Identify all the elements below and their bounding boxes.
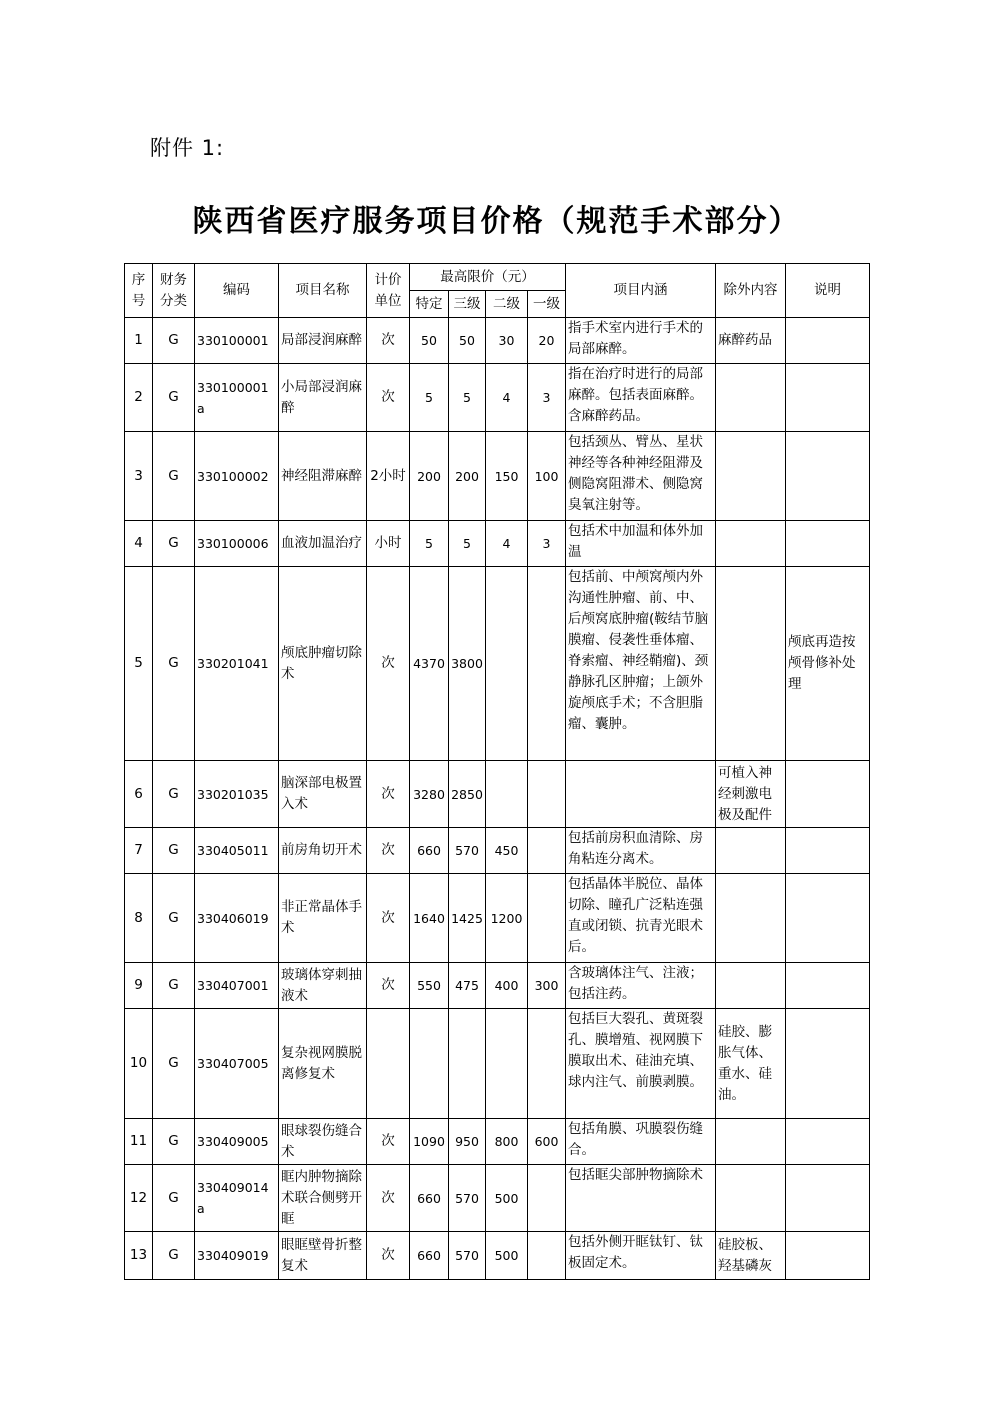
- cell-code: 330201041: [195, 567, 279, 761]
- cell-price-level3: 475: [449, 963, 486, 1009]
- cell-content: 包括术中加温和体外加温: [566, 521, 716, 567]
- cell-content: 含玻璃体注气、注液；包括注药。: [566, 963, 716, 1009]
- cell-unit: 次: [367, 1232, 410, 1280]
- table-row: [125, 567, 870, 761]
- cell-unit: 次: [367, 1119, 410, 1165]
- cell-code: 330100002: [195, 432, 279, 521]
- cell-seq: 9: [125, 963, 153, 1009]
- cell-fin-category: G: [153, 1165, 195, 1232]
- cell-unit: 2小时: [367, 432, 410, 521]
- cell-price-level3: 3800: [449, 567, 486, 761]
- cell-code: 330407001: [195, 963, 279, 1009]
- cell-item-name: 血液加温治疗: [279, 521, 367, 567]
- cell-fin-category: G: [153, 432, 195, 521]
- cell-price-level1: 3: [528, 364, 566, 432]
- cell-price-level2: 450: [486, 828, 528, 874]
- cell-fin-category: G: [153, 1009, 195, 1119]
- cell-price-special: 660: [410, 1232, 449, 1280]
- header-level2: 二级: [486, 291, 528, 318]
- cell-price-level1: [528, 874, 566, 963]
- cell-code: 330201035: [195, 761, 279, 828]
- cell-item-name: 局部浸润麻醉: [279, 318, 367, 364]
- cell-excluded: [716, 828, 786, 874]
- cell-code: 330405011: [195, 828, 279, 874]
- cell-content: 包括眶尖部肿物摘除术: [566, 1165, 716, 1232]
- cell-code: 330100001: [195, 318, 279, 364]
- cell-seq: 13: [125, 1232, 153, 1280]
- cell-content: 包括前房积血清除、房角粘连分离术。: [566, 828, 716, 874]
- cell-price-level2: [486, 1009, 528, 1119]
- table-row: [125, 521, 870, 567]
- cell-item-name: 颅底肿瘤切除术: [279, 567, 367, 761]
- cell-price-level2: 1200: [486, 874, 528, 963]
- header-level3: 三级: [449, 291, 486, 318]
- cell-note: [786, 1009, 870, 1119]
- cell-price-special: 660: [410, 828, 449, 874]
- cell-price-special: 1640: [410, 874, 449, 963]
- header-fin-category: 财务分类: [153, 264, 195, 318]
- cell-price-level3: 570: [449, 1165, 486, 1232]
- cell-price-level3: 570: [449, 828, 486, 874]
- cell-seq: 11: [125, 1119, 153, 1165]
- cell-price-level2: 4: [486, 364, 528, 432]
- cell-note: [786, 521, 870, 567]
- cell-note: [786, 761, 870, 828]
- cell-excluded: 可植入神经刺激电极及配件: [716, 761, 786, 828]
- attachment-label: 附件 1:: [150, 136, 225, 160]
- header-level1: 一级: [528, 291, 566, 318]
- cell-unit: 次: [367, 874, 410, 963]
- cell-price-level2: 500: [486, 1232, 528, 1280]
- cell-code: 330409005: [195, 1119, 279, 1165]
- cell-note: [786, 1232, 870, 1280]
- cell-note: [786, 828, 870, 874]
- cell-code: 330409019: [195, 1232, 279, 1280]
- header-excluded: 除外内容: [716, 264, 786, 318]
- cell-seq: 5: [125, 567, 153, 761]
- cell-code: 330100001a: [195, 364, 279, 432]
- cell-fin-category: G: [153, 828, 195, 874]
- cell-item-name: 非正常晶体手术: [279, 874, 367, 963]
- table-row: [125, 1009, 870, 1119]
- cell-content: 包括角膜、巩膜裂伤缝合。: [566, 1119, 716, 1165]
- header-content: 项目内涵: [566, 264, 716, 318]
- header-item-name: 项目名称: [279, 264, 367, 318]
- cell-price-level1: 600: [528, 1119, 566, 1165]
- cell-excluded: [716, 1119, 786, 1165]
- cell-price-level3: 1425: [449, 874, 486, 963]
- cell-price-level1: [528, 1009, 566, 1119]
- table-row: [125, 432, 870, 521]
- cell-price-level3: 5: [449, 364, 486, 432]
- cell-price-level3: 2850: [449, 761, 486, 828]
- cell-price-level3: 950: [449, 1119, 486, 1165]
- cell-fin-category: G: [153, 318, 195, 364]
- cell-price-level2: 4: [486, 521, 528, 567]
- cell-item-name: 复杂视网膜脱离修复术: [279, 1009, 367, 1119]
- page-title: 陕西省医疗服务项目价格（规范手术部分）: [192, 204, 801, 239]
- cell-item-name: 神经阻滞麻醉: [279, 432, 367, 521]
- cell-price-special: 1090: [410, 1119, 449, 1165]
- cell-price-level3: 50: [449, 318, 486, 364]
- cell-seq: 2: [125, 364, 153, 432]
- header-special: 特定: [410, 291, 449, 318]
- cell-seq: 6: [125, 761, 153, 828]
- cell-item-name: 前房角切开术: [279, 828, 367, 874]
- cell-price-special: 3280: [410, 761, 449, 828]
- cell-item-name: 眼球裂伤缝合术: [279, 1119, 367, 1165]
- table-row: [125, 1232, 870, 1280]
- table-row: [125, 874, 870, 963]
- cell-price-special: 660: [410, 1165, 449, 1232]
- cell-price-special: 5: [410, 364, 449, 432]
- cell-seq: 4: [125, 521, 153, 567]
- cell-seq: 10: [125, 1009, 153, 1119]
- table-row: [125, 761, 870, 828]
- cell-price-level1: [528, 1165, 566, 1232]
- cell-price-level1: [528, 761, 566, 828]
- cell-note: [786, 963, 870, 1009]
- header-unit: 计价单位: [367, 264, 410, 318]
- cell-content: 包括前、中颅窝颅内外沟通性肿瘤、前、中、后颅窝底肿瘤(鞍结节脑膜瘤、侵袭性垂体瘤、脊索瘤、神经鞘瘤)、颈静脉孔区肿瘤；上颌外旋颅底手术；不含胆脂瘤、囊肿。: [566, 567, 716, 761]
- cell-price-level2: 150: [486, 432, 528, 521]
- cell-excluded: [716, 521, 786, 567]
- header-note: 说明: [786, 264, 870, 318]
- cell-unit: 次: [367, 567, 410, 761]
- cell-item-name: 眶内肿物摘除术联合侧劈开眶: [279, 1165, 367, 1232]
- cell-price-special: 200: [410, 432, 449, 521]
- cell-price-level1: [528, 828, 566, 874]
- cell-price-special: 4370: [410, 567, 449, 761]
- cell-fin-category: G: [153, 761, 195, 828]
- cell-item-name: 玻璃体穿刺抽液术: [279, 963, 367, 1009]
- cell-price-level3: 5: [449, 521, 486, 567]
- price-table: [124, 263, 870, 1280]
- table-row: [125, 1119, 870, 1165]
- cell-price-level1: 20: [528, 318, 566, 364]
- cell-unit: 次: [367, 828, 410, 874]
- cell-seq: 12: [125, 1165, 153, 1232]
- cell-price-level2: 500: [486, 1165, 528, 1232]
- cell-code: 330406019: [195, 874, 279, 963]
- cell-unit: 次: [367, 963, 410, 1009]
- cell-unit: 次: [367, 1165, 410, 1232]
- header-max-price: 最高限价（元）: [410, 264, 566, 291]
- cell-price-level1: 100: [528, 432, 566, 521]
- cell-excluded: [716, 874, 786, 963]
- cell-excluded: 麻醉药品: [716, 318, 786, 364]
- cell-note: [786, 318, 870, 364]
- cell-excluded: 硅胶板、羟基磷灰: [716, 1232, 786, 1280]
- cell-price-level1: 300: [528, 963, 566, 1009]
- cell-price-level1: [528, 1232, 566, 1280]
- cell-fin-category: G: [153, 567, 195, 761]
- cell-seq: 7: [125, 828, 153, 874]
- cell-note: [786, 1165, 870, 1232]
- cell-note: [786, 1119, 870, 1165]
- cell-excluded: 硅胶、膨胀气体、重水、硅油。: [716, 1009, 786, 1119]
- cell-content: 包括巨大裂孔、黄斑裂孔、膜增殖、视网膜下膜取出术、硅油充填、球内注气、前膜剥膜。: [566, 1009, 716, 1119]
- cell-excluded: [716, 567, 786, 761]
- table-row: [125, 1165, 870, 1232]
- cell-seq: 8: [125, 874, 153, 963]
- cell-price-level3: 200: [449, 432, 486, 521]
- cell-price-level2: 800: [486, 1119, 528, 1165]
- cell-content: 包括外侧开眶钛钉、钛板固定术。: [566, 1232, 716, 1280]
- cell-content: 包括颈丛、臂丛、星状神经等各种神经阻滞及侧隐窝阻滞术、侧隐窝臭氧注射等。: [566, 432, 716, 521]
- cell-fin-category: G: [153, 521, 195, 567]
- cell-code: 330407005: [195, 1009, 279, 1119]
- cell-note: [786, 432, 870, 521]
- cell-price-level1: 3: [528, 521, 566, 567]
- cell-content: 包括晶体半脱位、晶体切除、瞳孔广泛粘连强直或闭锁、抗青光眼术后。: [566, 874, 716, 963]
- table-row: [125, 364, 870, 432]
- table-row: [125, 828, 870, 874]
- cell-unit: 小时: [367, 521, 410, 567]
- cell-unit: 次: [367, 761, 410, 828]
- cell-excluded: [716, 963, 786, 1009]
- cell-fin-category: G: [153, 1232, 195, 1280]
- cell-content: 指在治疗时进行的局部麻醉。包括表面麻醉。含麻醉药品。: [566, 364, 716, 432]
- header-seq: 序号: [125, 264, 153, 318]
- cell-price-special: 5: [410, 521, 449, 567]
- cell-code: 330100006: [195, 521, 279, 567]
- cell-price-level3: [449, 1009, 486, 1119]
- cell-price-level2: [486, 567, 528, 761]
- cell-excluded: [716, 432, 786, 521]
- cell-excluded: [716, 364, 786, 432]
- cell-price-special: 50: [410, 318, 449, 364]
- cell-unit: [367, 1009, 410, 1119]
- cell-unit: 次: [367, 318, 410, 364]
- cell-fin-category: G: [153, 364, 195, 432]
- table-row: [125, 963, 870, 1009]
- cell-note: [786, 364, 870, 432]
- cell-excluded: [716, 1165, 786, 1232]
- cell-code: 330409014a: [195, 1165, 279, 1232]
- cell-item-name: 眼眶壁骨折整复术: [279, 1232, 367, 1280]
- cell-price-level1: [528, 567, 566, 761]
- cell-content: [566, 761, 716, 828]
- cell-seq: 3: [125, 432, 153, 521]
- cell-price-level2: 400: [486, 963, 528, 1009]
- cell-price-special: 550: [410, 963, 449, 1009]
- cell-content: 指手术室内进行手术的局部麻醉。: [566, 318, 716, 364]
- cell-price-level3: 570: [449, 1232, 486, 1280]
- cell-unit: 次: [367, 364, 410, 432]
- cell-item-name: 小局部浸润麻醉: [279, 364, 367, 432]
- cell-fin-category: G: [153, 1119, 195, 1165]
- cell-price-level2: [486, 761, 528, 828]
- cell-price-special: [410, 1009, 449, 1119]
- table-row: [125, 318, 870, 364]
- cell-fin-category: G: [153, 963, 195, 1009]
- cell-fin-category: G: [153, 874, 195, 963]
- cell-note: 颅底再造按颅骨修补处理: [786, 567, 870, 761]
- cell-item-name: 脑深部电极置入术: [279, 761, 367, 828]
- cell-price-level2: 30: [486, 318, 528, 364]
- cell-note: [786, 874, 870, 963]
- cell-seq: 1: [125, 318, 153, 364]
- header-code: 编码: [195, 264, 279, 318]
